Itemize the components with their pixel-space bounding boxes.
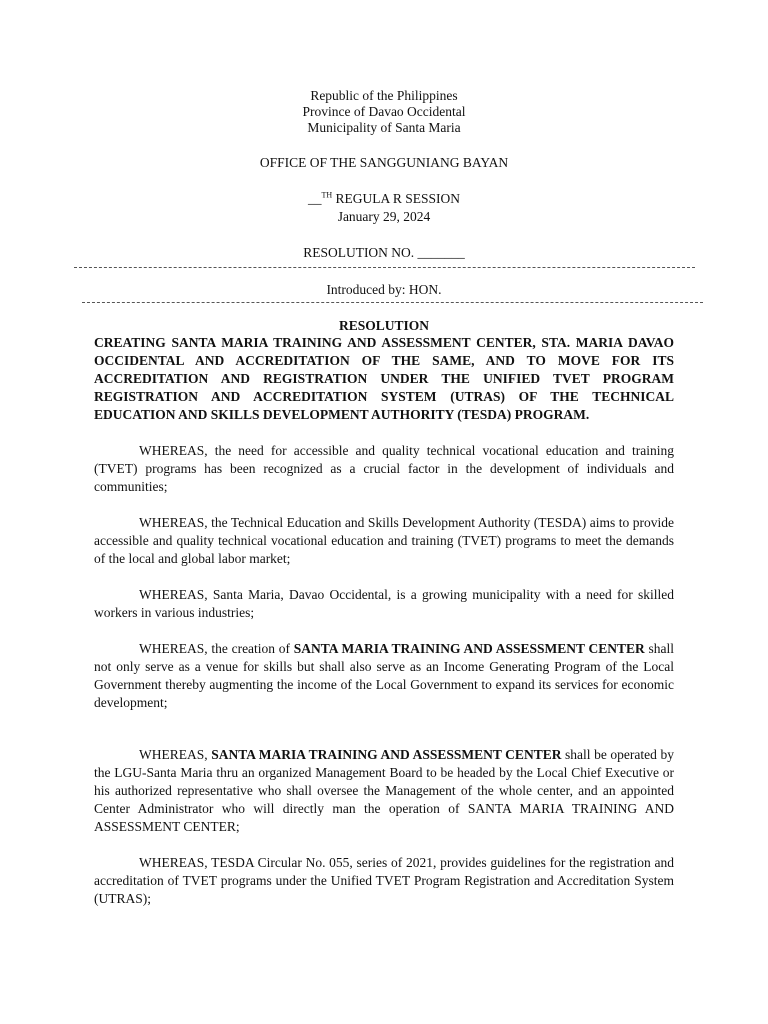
session-ordinal: TH (321, 190, 333, 200)
session-text: REGULA R SESSION (332, 191, 461, 206)
whereas-emphasis: SANTA MARIA TRAINING AND ASSESSMENT CENTER (293, 641, 645, 656)
whereas-text: shall not only serve as a venue for skills but shall also serve as an Income Generating Program of the Local Government thereby augmenting the income of the Local Government to expand its services for economic development; (94, 641, 674, 710)
resolution-title: CREATING SANTA MARIA TRAINING AND ASSESSMENT CENTER, STA. MARIA DAVAO OCCIDENTAL AND ACCREDITATION OF THE SAME, AND TO MOVE FOR ITS ACCREDITATION AND REGISTRATION UNDER THE UNIFIED TVET PROGRAM REGISTRATION AND ACCREDITATION SYSTEM (UTRAS) OF THE TECHNICAL EDUCATION AND SKILLS DEVELOPMENT AUTHORITY (TESDA) PROGRAM. (94, 335, 674, 422)
whereas-paragraph: WHEREAS, the Technical Education and Skills Development Authority (TESDA) aims to provide accessible and quality technical vocational education and training (TVET) programs to meet the demands of the local and global labor market; (94, 515, 674, 566)
divider-bottom (82, 302, 703, 303)
whereas-paragraph: WHEREAS, the need for accessible and quality technical vocational education and training (TVET) programs has been recognized as a crucial factor in the development of individuals and communities; (94, 443, 674, 494)
whereas-text: WHEREAS, the creation of (139, 641, 294, 656)
whereas-text: shall be operated by the LGU-Santa Maria thru an organized Management Board to be headed by the Local Chief Executive or his authorized representative who shall oversee the Management of the whole center, and an appointed Center Administrator who will directly man the operation of SANTA MARIA TRAINING AND ASSESSMENT CENTER; (94, 747, 674, 834)
whereas-paragraph: WHEREAS, TESDA Circular No. 055, series of 2021, provides guidelines for the registration and accreditation of TVET programs under the Unified TVET Program Registration and Accreditation System (UTRAS); (94, 855, 674, 906)
divider-top (74, 267, 695, 268)
introduced-by: Introduced by: HON. (326, 282, 442, 297)
whereas-text: WHEREAS, (139, 747, 212, 762)
session-line (0, 191, 768, 207)
header-municipality: Municipality of Santa Maria (307, 120, 461, 135)
office-title: OFFICE OF THE SANGGUNIANG BAYAN (259, 155, 509, 170)
whereas-paragraph (94, 746, 674, 836)
resolution-heading: RESOLUTION (338, 318, 430, 333)
session-blank: __ (307, 191, 322, 206)
resolution-number: RESOLUTION NO. _______ (303, 245, 465, 260)
resolution-body (94, 317, 674, 908)
whereas-paragraph (94, 640, 674, 712)
session-date: January 29, 2024 (337, 209, 431, 224)
whereas-emphasis: SANTA MARIA TRAINING AND ASSESSMENT CENTER (211, 747, 562, 762)
whereas-paragraph: WHEREAS, Santa Maria, Davao Occidental, is a growing municipality with a need for skilled workers in various industries; (94, 587, 674, 620)
header-province: Province of Davao Occidental (302, 104, 466, 119)
header-republic: Republic of the Philippines (310, 88, 458, 103)
